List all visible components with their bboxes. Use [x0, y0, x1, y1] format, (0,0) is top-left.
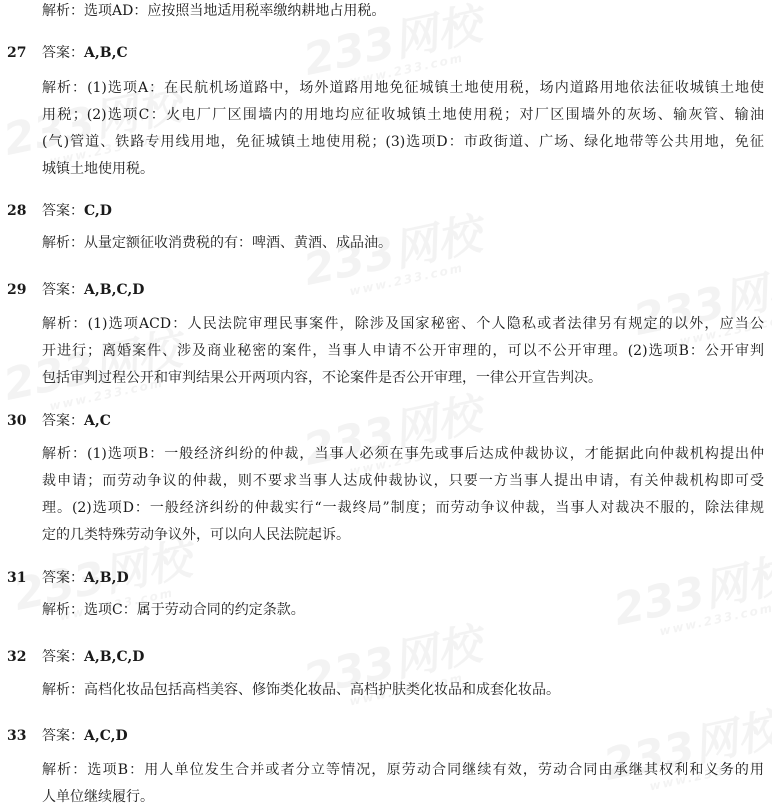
answer-line: [42, 567, 129, 589]
explanation-33: [42, 757, 764, 811]
watermark-url: [348, 256, 488, 299]
explanation-29: [42, 311, 764, 392]
answer-value: A,B,C,D: [84, 649, 145, 665]
answer-label: 答案：: [42, 570, 84, 586]
answer-line: [42, 42, 128, 64]
answer-label: 答案：: [42, 728, 84, 744]
explanation-line: 包括审判过程公开和审判结果公开两项内容，不论案件是否公开审理，一律公开宣告判决。: [42, 370, 602, 386]
explanation-line: 开进行；离婚案件、涉及商业秘密的案件，当事人申请不公开审理的，可以不公开审理。(2)选项B：公开审判: [42, 343, 764, 359]
explanation-line: 理。(2)选项D：一般经济纠纷的仲裁实行“一裁终局”制度；而劳动争议仲裁，当事人对裁决不服的，除法律规: [42, 500, 764, 516]
explanation-line: 解析：选项AD：应按照当地适用税率缴纳耕地占用税。: [42, 3, 386, 19]
answer-value: A,B,C,D: [84, 282, 145, 298]
explanation-line: 解析：(1)选项A：在民航机场道路中，场外道路用地免征城镇土地使用税，场内道路用地依法征收城镇土地使: [42, 80, 764, 96]
explanation-line: 解析：高档化妆品包括高档美容、修饰类化妆品、高档护肤类化妆品和成套化妆品。: [42, 682, 560, 698]
explanation-line: 解析：选项B：用人单位发生合并或者分立等情况，原劳动合同继续有效，劳动合同由承继其权利和义务的用: [42, 762, 764, 778]
answer-label: 答案：: [42, 649, 84, 665]
question-number: 31: [7, 570, 27, 586]
answer-line: [42, 279, 144, 301]
explanation-line: 解析：选项C：属于劳动合同的约定条款。: [42, 602, 305, 618]
question-number: 28: [7, 203, 27, 219]
answer-value: A,C,D: [84, 728, 128, 744]
question-number: 30: [7, 413, 27, 429]
answer-label: 答案：: [42, 413, 84, 429]
explanation-line: 用税；(2)选项C：火电厂厂区围墙内的用地均应征收城镇土地使用税；对厂区围墙外的灰场、输灰管、输油: [42, 107, 764, 123]
question-number: 32: [7, 649, 27, 665]
explanation-line: 定的几类特殊劳动争议外，可以向人民法院起诉。: [42, 527, 350, 543]
answer-label: 答案：: [42, 282, 84, 298]
explanation-27: [42, 75, 764, 183]
explanation-line: 解析：(1)选项ACD：人民法院审理民事案件，除涉及国家秘密、个人隐私或者法律另有规定的以外，应当公: [42, 316, 764, 332]
answer-value: C,D: [84, 203, 112, 219]
answer-label: 答案：: [42, 203, 84, 219]
answer-value: A,B,D: [84, 570, 129, 586]
answer-value: A,B,C: [84, 45, 128, 61]
explanation-31: [42, 597, 764, 624]
explanation-line: 解析：(1)选项B：一般经济纠纷的仲裁，当事人必须在事先或事后达成仲裁协议，才能据此向仲裁机构提出仲: [42, 446, 764, 462]
explanation-32: [42, 677, 764, 704]
explanation-30: [42, 441, 764, 549]
answer-line: [42, 646, 144, 668]
question-number: 27: [7, 45, 27, 61]
explanation-line: 解析：从量定额征收消费税的有：啤酒、黄酒、成品油。: [42, 235, 392, 251]
explanation-line: 城镇土地使用税。: [42, 161, 154, 177]
watermark-logo: [300, 213, 488, 307]
question-number: 33: [7, 728, 27, 744]
answer-line: [42, 200, 112, 222]
answer-value: A,C: [84, 413, 111, 429]
previous-explanation: [42, 0, 764, 25]
explanation-line: 裁申请；而劳动争议的仲裁，则不要求当事人达成仲裁协议，只要一方当事人提出申请，有关仲裁机构即可受: [42, 473, 764, 489]
explanation-28: [42, 230, 764, 257]
question-number: 29: [7, 282, 27, 298]
answer-label: 答案：: [42, 45, 84, 61]
explanation-line: (气)管道、铁路专用线用地，免征城镇土地使用税；(3)选项D：市政街道、广场、绿化地带等公共用地，免征: [42, 134, 764, 150]
explanation-line: 人单位继续履行。: [42, 789, 154, 805]
answer-line: [42, 725, 128, 747]
answer-line: [42, 410, 111, 432]
